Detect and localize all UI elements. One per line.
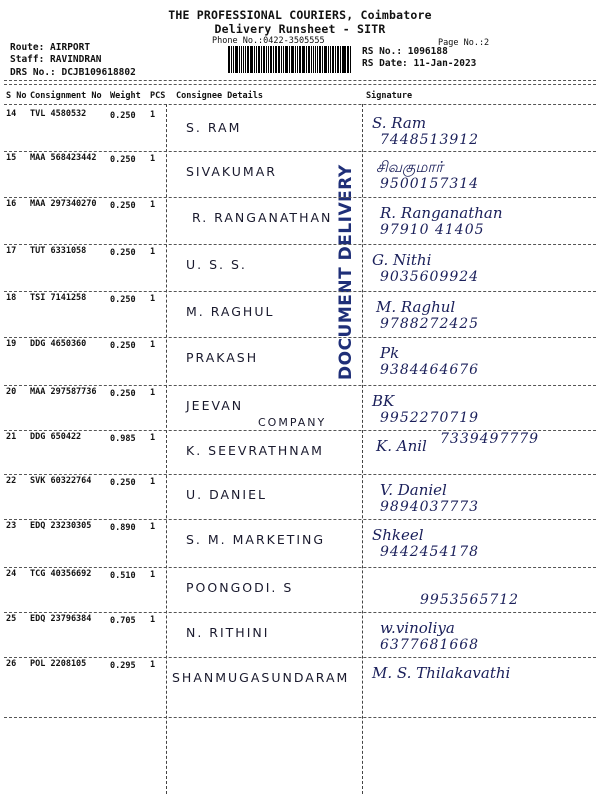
barcode-bar xyxy=(337,46,339,73)
row-consignment: TVL 4580532 xyxy=(30,109,87,119)
drs-number: DRS No.: DCJB109618802 xyxy=(10,67,136,78)
row-signature: w.vinoliya xyxy=(380,619,455,637)
barcode-bar xyxy=(319,46,321,73)
barcode-bar xyxy=(228,46,230,73)
row-consignment: EDQ 23796384 xyxy=(30,614,92,624)
row-phone: 7448513912 xyxy=(380,132,480,148)
barcode-bar xyxy=(254,46,255,73)
row-sno: 17 xyxy=(6,246,17,256)
row-weight: 0.250 xyxy=(110,248,136,258)
col-signature: Signature xyxy=(366,91,413,101)
row-signature: M. Raghul xyxy=(376,298,456,316)
row-sno: 26 xyxy=(6,659,17,669)
barcode-bar xyxy=(285,46,288,73)
rs-number: RS No.: 1096188 xyxy=(362,46,448,57)
barcode-bar xyxy=(273,46,274,73)
row-phone: 9442454178 xyxy=(380,544,480,560)
barcode-bar xyxy=(308,46,310,73)
row-consignee-name: K. SEEVRATHNAM xyxy=(186,443,324,458)
row-consignment: EDQ 23230305 xyxy=(30,521,92,531)
row-sno: 22 xyxy=(6,476,17,486)
row-divider xyxy=(4,612,596,613)
row-consignment: MAA 297587736 xyxy=(30,387,97,397)
barcode-bar xyxy=(311,46,312,73)
barcode-bar xyxy=(239,46,240,73)
row-weight: 0.510 xyxy=(110,571,136,581)
row-pcs: 1 xyxy=(150,433,156,443)
row-divider xyxy=(4,151,596,152)
barcode-bar xyxy=(302,46,305,73)
barcode-bar xyxy=(243,46,244,73)
row-signature: சிவகுமார் xyxy=(376,158,444,176)
row-consignee-line2: COMPANY xyxy=(258,416,327,429)
row-consignment: MAA 297340270 xyxy=(30,199,97,209)
row-weight: 0.250 xyxy=(110,155,136,165)
route-label: Route: AIRPORT xyxy=(10,42,91,53)
row-pcs: 1 xyxy=(150,340,156,350)
row-phone: 9894037773 xyxy=(380,499,480,515)
phone-number: Phone No.:0422-3505555 xyxy=(212,36,325,46)
row-pcs: 1 xyxy=(150,570,156,580)
row-pcs: 1 xyxy=(150,477,156,487)
row-divider xyxy=(4,657,596,658)
col-weight: Weight xyxy=(110,91,141,101)
row-consignee-name: S. RAM xyxy=(186,120,242,135)
row-consignment: DDG 4650360 xyxy=(30,339,87,349)
row-signature: Shkeel xyxy=(372,526,424,544)
row-divider xyxy=(4,337,596,338)
barcode-image xyxy=(228,46,352,73)
row-consignment: SVK 60322764 xyxy=(30,476,92,486)
barcode-bar xyxy=(350,46,351,73)
row-consignee-name: POONGODI. S xyxy=(186,580,294,595)
row-phone: 97910 41405 xyxy=(380,222,485,238)
row-divider xyxy=(4,717,596,718)
row-weight: 0.985 xyxy=(110,434,136,444)
barcode-bar xyxy=(258,46,260,73)
row-signature: Pk xyxy=(380,344,400,362)
barcode-bar xyxy=(315,46,316,73)
row-pcs: 1 xyxy=(150,294,156,304)
barcode-bar xyxy=(283,46,284,73)
barcode-bar xyxy=(241,46,243,73)
col-consignee: Consignee Details xyxy=(176,91,263,101)
row-sno: 20 xyxy=(6,387,17,397)
barcode-bar xyxy=(247,46,249,73)
barcode-bar xyxy=(281,46,282,73)
row-sno: 15 xyxy=(6,153,17,163)
rs-date: RS Date: 11-Jan-2023 xyxy=(362,58,477,69)
row-consignment: TCG 40356692 xyxy=(30,569,92,579)
col-pcs: PCS xyxy=(150,91,166,101)
row-phone: 9953565712 xyxy=(420,592,520,608)
row-signature: M. S. Thilakavathi xyxy=(372,664,511,682)
row-divider xyxy=(4,197,596,198)
barcode-bar xyxy=(295,46,296,73)
barcode-bar xyxy=(313,46,314,73)
barcode-bar xyxy=(291,46,292,73)
row-phone: 9384464676 xyxy=(380,362,480,378)
barcode-bar xyxy=(245,46,246,73)
barcode-bar xyxy=(289,46,290,73)
row-consignment: TUT 6331058 xyxy=(30,246,87,256)
row-sno: 25 xyxy=(6,614,17,624)
document-delivery-stamp: DOCUMENT DELIVERY xyxy=(336,164,356,380)
row-phone: 9788272425 xyxy=(380,316,480,332)
row-phone: 9035609924 xyxy=(380,269,480,285)
row-consignment: POL 2208105 xyxy=(30,659,87,669)
row-consignee-name: U. DANIEL xyxy=(186,487,267,502)
row-sno: 16 xyxy=(6,199,17,209)
staff-label: Staff: RAVINDRAN xyxy=(10,54,102,65)
col-sno: S No xyxy=(6,91,27,101)
row-pcs: 1 xyxy=(150,247,156,257)
barcode-bar xyxy=(256,46,257,73)
row-sno: 19 xyxy=(6,339,17,349)
barcode-bar xyxy=(330,46,331,73)
row-pcs: 1 xyxy=(150,615,156,625)
row-signature: S. Ram xyxy=(372,114,427,132)
barcode-bar xyxy=(233,46,234,73)
row-consignee-name: N. RITHINI xyxy=(186,625,270,640)
row-weight: 0.250 xyxy=(110,295,136,305)
row-consignment: TSI 7141258 xyxy=(30,293,87,303)
row-weight: 0.250 xyxy=(110,201,136,211)
row-divider xyxy=(4,519,596,520)
barcode-bar xyxy=(340,46,341,73)
barcode-bar xyxy=(322,46,323,73)
row-pcs: 1 xyxy=(150,522,156,532)
row-divider xyxy=(4,385,596,386)
row-sno: 18 xyxy=(6,293,17,303)
row-phone: 7339497779 xyxy=(440,431,540,447)
row-divider xyxy=(4,567,596,568)
barcode-bar xyxy=(342,46,343,73)
row-weight: 0.890 xyxy=(110,523,136,533)
barcode-bar xyxy=(263,46,266,73)
row-signature: R. Ranganathan xyxy=(380,204,503,222)
barcode-bar xyxy=(268,46,269,73)
barcode-bar xyxy=(235,46,238,73)
row-divider xyxy=(4,244,596,245)
row-phone: 9952270719 xyxy=(380,410,480,426)
row-consignee-name: PRAKASH xyxy=(186,350,259,365)
barcode-bar xyxy=(270,46,272,73)
barcode-bar xyxy=(332,46,334,73)
row-consignee-name: U. S. S. xyxy=(186,257,247,272)
document-subtitle: Delivery Runsheet - SITR xyxy=(214,22,386,36)
row-signature: BK xyxy=(372,392,395,410)
col-consignment: Consignment No xyxy=(30,91,102,101)
row-consignee-name: SHANMUGASUNDARAM xyxy=(172,670,350,685)
row-consignee-name: S. M. MARKETING xyxy=(186,532,326,547)
row-signature: K. Anil xyxy=(376,437,427,455)
barcode-bar xyxy=(335,46,336,73)
barcode-bar xyxy=(317,46,319,73)
barcode-bar xyxy=(299,46,301,73)
row-signature: G. Nithi xyxy=(372,251,432,269)
barcode-bar xyxy=(297,46,298,73)
row-pcs: 1 xyxy=(150,388,156,398)
row-pcs: 1 xyxy=(150,200,156,210)
row-weight: 0.295 xyxy=(110,661,136,671)
row-pcs: 1 xyxy=(150,110,156,120)
row-consignment: MAA 568423442 xyxy=(30,153,97,163)
barcode-bar xyxy=(278,46,280,73)
row-consignment: DDG 650422 xyxy=(30,432,82,442)
barcode-bar xyxy=(292,46,294,73)
barcode-bar xyxy=(347,46,349,73)
row-weight: 0.705 xyxy=(110,616,136,626)
colhead-divider xyxy=(4,104,596,105)
row-consignee-name: R. RANGANATHAN xyxy=(192,210,333,225)
row-pcs: 1 xyxy=(150,154,156,164)
barcode-bar xyxy=(231,46,232,73)
header-divider-2 xyxy=(4,84,596,85)
consignee-column-line xyxy=(166,104,167,794)
row-phone: 6377681668 xyxy=(380,637,480,653)
header-divider xyxy=(4,80,596,81)
row-pcs: 1 xyxy=(150,660,156,670)
barcode-bar xyxy=(343,46,346,73)
row-sno: 14 xyxy=(6,109,17,119)
barcode-bar xyxy=(261,46,262,73)
barcode-bar xyxy=(306,46,307,73)
row-consignee-name: M. RAGHUL xyxy=(186,304,275,319)
document-title: THE PROFESSIONAL COURIERS, Coimbatore xyxy=(168,8,432,22)
row-weight: 0.250 xyxy=(110,478,136,488)
row-divider xyxy=(4,291,596,292)
barcode-bar xyxy=(250,46,253,73)
signature-column-line xyxy=(362,104,363,794)
barcode-bar xyxy=(324,46,327,73)
row-weight: 0.250 xyxy=(110,389,136,399)
row-phone: 9500157314 xyxy=(380,176,480,192)
barcode-bar xyxy=(275,46,277,73)
row-divider xyxy=(4,474,596,475)
row-sno: 24 xyxy=(6,569,17,579)
row-weight: 0.250 xyxy=(110,111,136,121)
barcode-bar xyxy=(328,46,329,73)
row-consignee-name: JEEVAN xyxy=(186,398,244,413)
row-consignee-name: SIVAKUMAR xyxy=(186,164,277,179)
barcode-bar xyxy=(266,46,267,73)
row-sno: 23 xyxy=(6,521,17,531)
row-sno: 21 xyxy=(6,432,17,442)
row-weight: 0.250 xyxy=(110,341,136,351)
page-number: Page No.:2 xyxy=(438,38,490,48)
row-signature: V. Daniel xyxy=(380,481,447,499)
